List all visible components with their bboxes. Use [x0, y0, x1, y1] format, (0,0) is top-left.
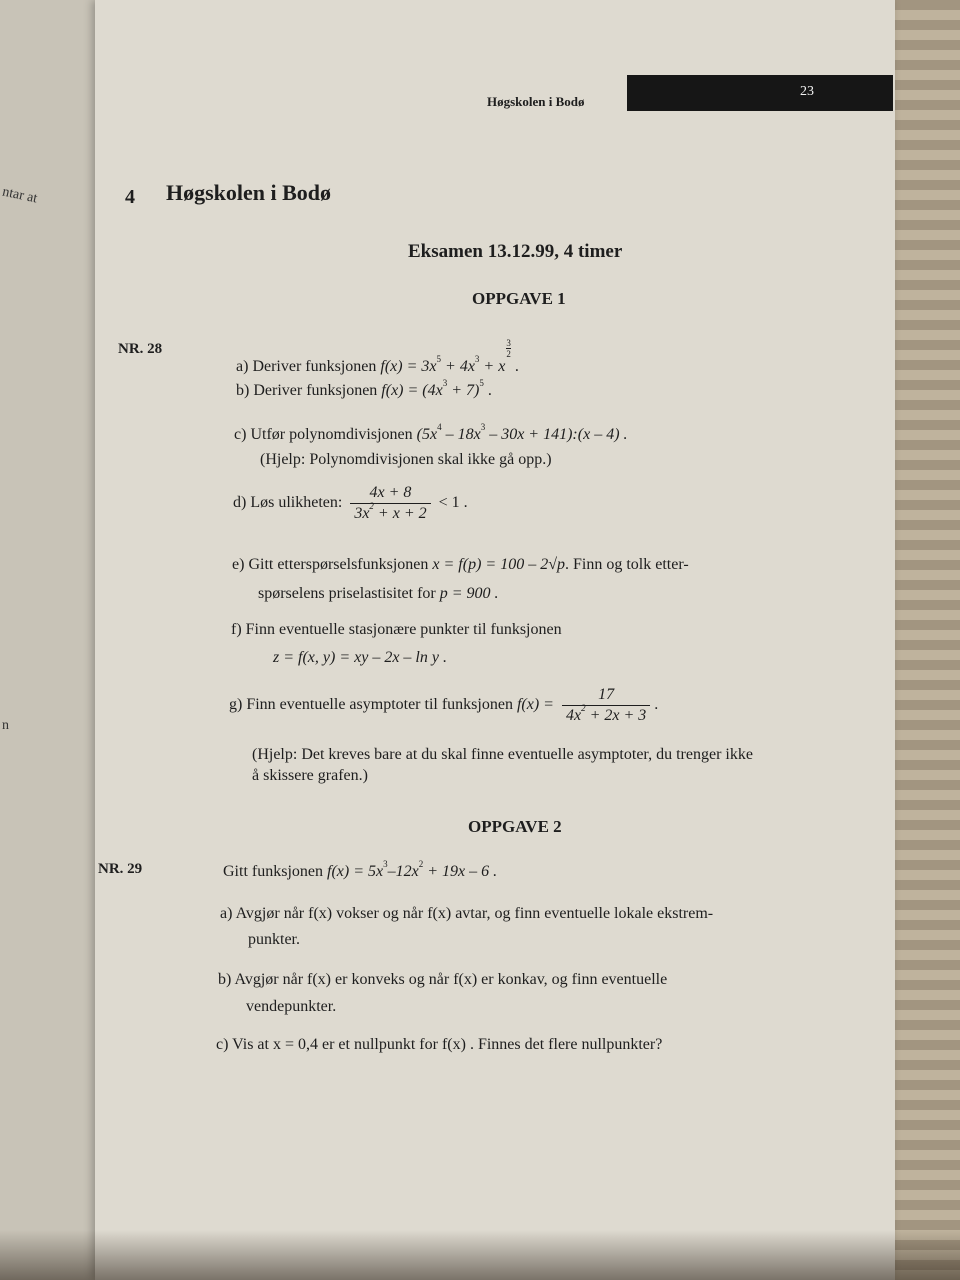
exponent: 2	[581, 703, 586, 713]
item-label: a)	[220, 905, 233, 922]
item-label: a)	[236, 358, 249, 375]
item-text: punkter.	[248, 931, 300, 948]
hint-text: (Hjelp: Det kreves bare at du skal finne eventuelle asymptoter, du trenger ikke	[252, 746, 753, 763]
math-expression: p = 900 .	[439, 585, 499, 602]
math-expression: x = f(p) = 100 – 2√p	[432, 556, 565, 573]
math-expression: < 1 .	[438, 494, 468, 512]
math-expression: + x	[479, 358, 506, 375]
math-expression: + 19x – 6 .	[423, 863, 498, 880]
item-label: c)	[234, 426, 247, 443]
question-1g	[229, 686, 658, 725]
fraction-numerator: 17	[562, 686, 650, 706]
exponent: 3	[480, 422, 486, 432]
fraction-numerator: 4x + 8	[350, 484, 430, 504]
item-text: Avgjør når f(x) vokser og når f(x) avtar, og finn eventuelle lokale ekstrem-	[235, 905, 714, 922]
hint-text: (Hjelp: Polynomdivisjonen skal ikke gå opp.)	[260, 451, 552, 468]
fraction-exponent	[506, 338, 511, 359]
section-heading: OPPGAVE 1	[472, 289, 566, 308]
item-label: b)	[218, 971, 232, 988]
exponent: 5	[479, 378, 484, 388]
exponent: 3	[474, 354, 480, 364]
section-heading: OPPGAVE 2	[468, 817, 562, 836]
item-text: Finn eventuelle stasjonære punkter til funksjonen	[245, 621, 562, 638]
item-text: Utfør polynomdivisjonen	[250, 426, 413, 443]
exponent: 5	[436, 354, 442, 364]
item-text: Deriver funksjonen	[253, 382, 378, 399]
question-2a	[220, 905, 713, 923]
item-text: spørselens priselastisitet for	[258, 585, 436, 602]
item-text: Avgjør når f(x) er konveks og når f(x) er konkav, og finn eventuelle	[234, 971, 668, 988]
page-number: 23	[800, 84, 814, 99]
header-bar	[627, 75, 893, 111]
math-expression: –12x	[387, 863, 419, 880]
exponent-denominator: 2	[506, 349, 511, 359]
problem-number: NR. 28	[118, 341, 163, 357]
math-expression: f(x) = 3x	[380, 358, 437, 375]
question-2-intro	[223, 859, 498, 881]
item-label: d)	[233, 494, 247, 512]
item-label: e)	[232, 556, 245, 573]
question-2b	[218, 971, 667, 989]
problem-number: NR. 29	[98, 861, 143, 877]
math-expression: + 4x	[441, 358, 475, 375]
punctuation: .	[510, 358, 519, 375]
chapter-number: 4	[125, 186, 135, 208]
question-1f	[231, 621, 562, 639]
question-1e-line2	[258, 585, 499, 603]
question-2c	[216, 1036, 662, 1054]
item-text: Deriver funksjonen	[252, 358, 377, 375]
item-text: vendepunkter.	[246, 998, 337, 1015]
question-1c	[234, 422, 628, 444]
math-expression: + 2x + 3	[585, 707, 647, 724]
item-text: . Finn og tolk etter-	[564, 556, 689, 573]
left-page-fragment: ntar at	[0, 184, 39, 207]
exponent: 4	[437, 422, 442, 432]
math-expression: – 18x	[441, 426, 481, 443]
math-expression: f(x) = 5x	[327, 863, 384, 880]
question-1d	[233, 484, 468, 523]
math-expression: f(x) = (4x	[381, 382, 443, 399]
running-title: Høgskolen i Bodø	[487, 94, 585, 109]
math-expression: 3x	[354, 505, 370, 522]
item-label: b)	[236, 382, 250, 399]
punctuation: .	[654, 696, 659, 714]
item-label: c)	[216, 1036, 229, 1053]
exponent-numerator: 3	[506, 338, 511, 348]
question-1a	[236, 338, 519, 376]
exponent: 3	[442, 378, 448, 388]
math-expression: – 30x + 141):(x – 4) .	[485, 426, 628, 443]
exponent: 2	[418, 859, 424, 869]
item-text: Gitt etterspørselsfunksjonen	[248, 556, 429, 573]
fraction	[562, 686, 650, 725]
hint-text: å skissere grafen.)	[252, 767, 368, 784]
item-text: Løs ulikheten:	[250, 494, 343, 512]
math-expression: f(x) =	[516, 696, 554, 714]
math-expression: + 7)	[447, 382, 480, 399]
item-label: f)	[231, 621, 242, 638]
fraction	[350, 484, 430, 523]
bottom-shadow	[0, 1230, 960, 1280]
item-label: g)	[229, 696, 243, 714]
question-1e	[232, 556, 689, 574]
chapter-title: Høgskolen i Bodø	[166, 180, 332, 205]
math-expression: (5x	[416, 426, 438, 443]
exponent: 3	[383, 859, 388, 869]
left-page-fragment: n	[2, 718, 9, 733]
math-expression: z = f(x, y) = xy – 2x – ln y .	[273, 649, 447, 666]
item-text: Finn eventuelle asymptoter til funksjonen	[246, 696, 513, 714]
punctuation: .	[483, 382, 492, 399]
question-1b	[236, 378, 492, 400]
item-text: Gitt funksjonen	[223, 863, 323, 880]
math-expression: + x + 2	[373, 505, 427, 522]
exam-title: Eksamen 13.12.99, 4 timer	[408, 241, 623, 262]
math-expression: 4x	[565, 707, 582, 724]
exponent: 2	[369, 501, 374, 511]
item-text: Vis at x = 0,4 er et nullpunkt for f(x) . Finnes det flere nullpunkter?	[232, 1036, 663, 1053]
